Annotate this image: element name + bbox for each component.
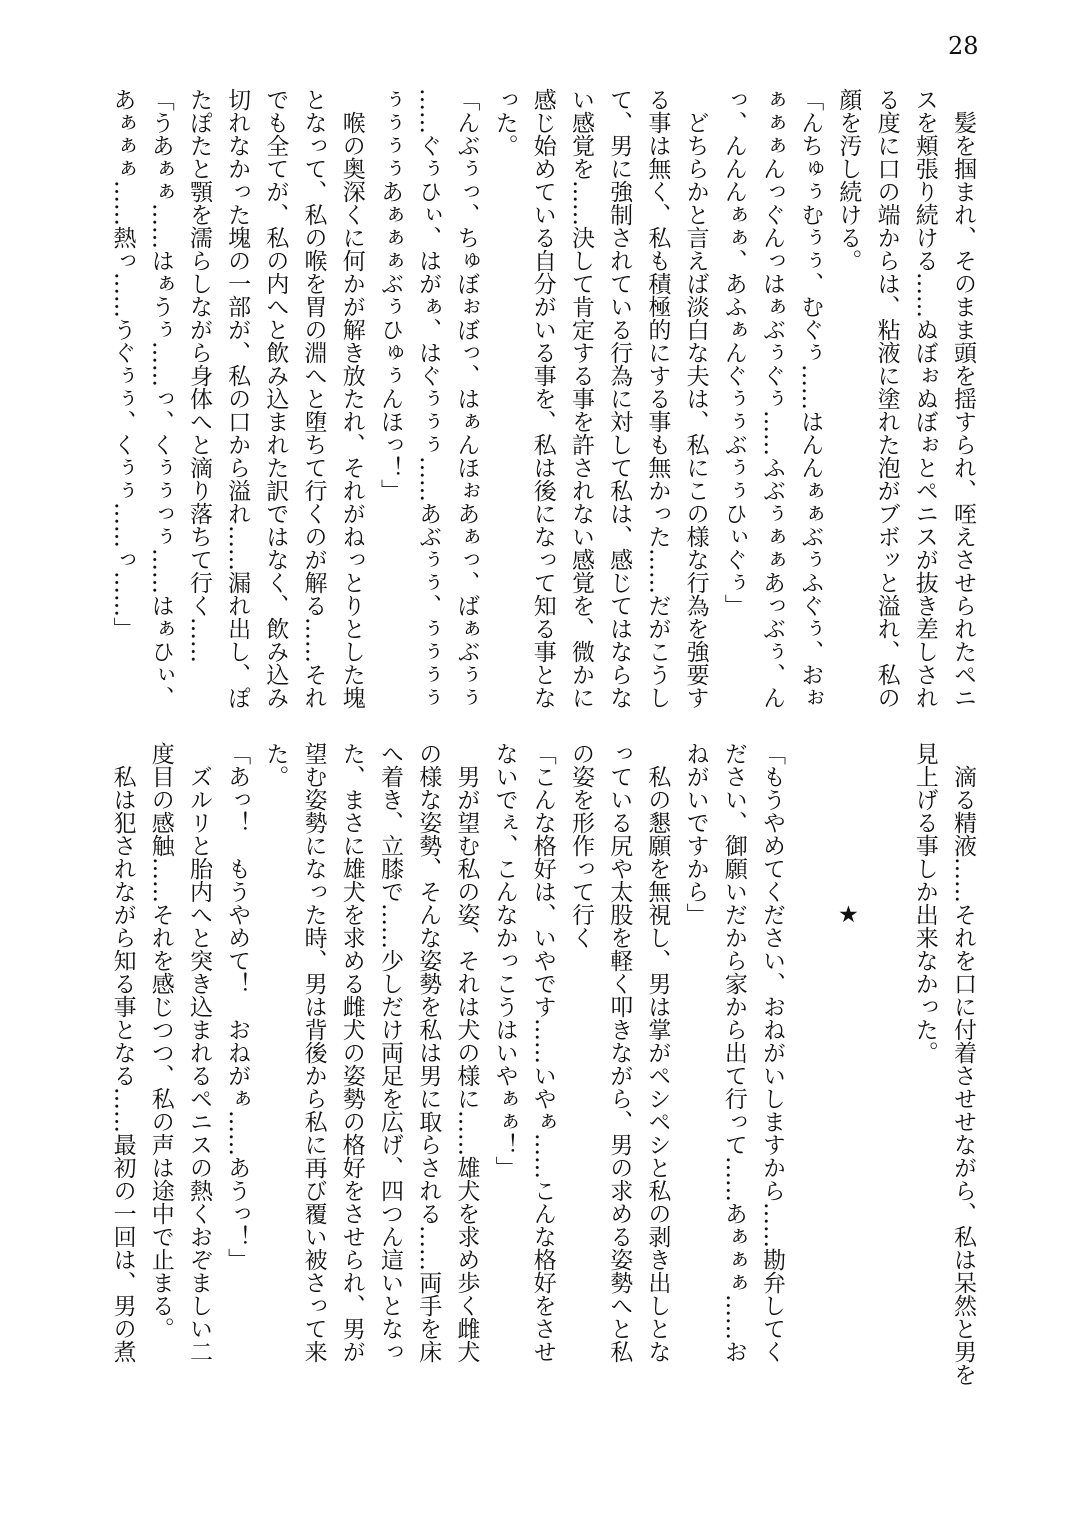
text-column: へ着き、立膝で……少しだけ両足を広げ、四つん這いとなっ	[376, 742, 403, 1363]
text-column: ねがいですから」	[682, 742, 709, 926]
bottom-text-block	[103, 742, 982, 1386]
text-column: 「うあぁぁ……はぁうぅ……っ、くぅぅっぅ……はぁひぃ、	[147, 88, 174, 709]
text-column: ださい、御願いだから家から出て行って……あぁぁぁ……お	[720, 742, 747, 1363]
text-column: どちらかと言えば淡白な夫は、私にこの様な行為を強要す	[682, 88, 709, 709]
text-column: る事は無く、私も積極的にする事も無かった……だがこうし	[644, 88, 671, 709]
text-column: 「んぶぅっ、ちゅぼぉぼっ、はぁんほぉあぁっ、ばぁぶぅぅ	[453, 88, 480, 709]
text-column: スを頬張り続ける……ぬぼぉぬぼぉとペニスが抜き差しされ	[911, 88, 938, 709]
page-number: 28	[948, 32, 979, 60]
text-column: 見上げる事しか出来なかった。	[911, 742, 938, 1064]
text-column: い感覚を……決して肯定する事を許されない感覚を、微かに	[567, 88, 594, 709]
text-column: たぽたと顎を濡らしながら身体へと滴り落ちて行く……	[185, 88, 212, 663]
text-column: 「もうやめてください、おねがいしますから……勘弁してく	[759, 742, 786, 1363]
text-column: 望む姿勢になった時、男は背後から私に再び覆い被さって来	[300, 742, 327, 1363]
text-column: った。	[491, 88, 518, 157]
text-column	[791, 742, 829, 1382]
text-column: となって、私の喉を胃の淵へと堕ちて行くのが解る……それ	[300, 88, 327, 709]
text-column: 顔を汚し続ける。	[835, 88, 862, 272]
text-column: ないでぇ、こんなかっこうはいやぁぁ！」	[491, 742, 518, 1179]
text-column: の姿を形作って行く	[568, 742, 594, 949]
text-column: ……ぐぅひぃ、はがぁ、はぐぅぅぅ……あぶぅぅ、ぅぅぅぅ	[415, 88, 442, 709]
text-column: の様な姿勢、そんな姿勢を私は男に取らされる……両手を床	[415, 742, 442, 1363]
text-column: 滴る精液……それを口に付着させせながら、私は呆然と男を	[950, 742, 976, 1386]
text-column: 男が望む私の姿、それは犬の様に……雄犬を求め歩く雌犬	[453, 742, 480, 1363]
text-column	[867, 742, 905, 1382]
text-column: でも全てが、私の内へと飲み込まれた訳ではなく、飲み込み	[262, 88, 289, 709]
text-column: 「あっ！ もうやめて！ おねがぁ……あうっ！」	[224, 742, 251, 1271]
top-text-block	[103, 88, 982, 718]
text-column: 感じ始めている自分がいる事を、私は後になって知る事とな	[529, 88, 556, 709]
text-column: た。	[262, 742, 289, 788]
text-column: 喉の奥深くに何かが解き放たれ、それがねっとりとした塊	[338, 88, 365, 709]
text-column: 切れなかった塊の一部が、私の口から溢れ……漏れ出し、ぽ	[224, 88, 251, 709]
text-column: っている尻や太股を軽く叩きながら、男の求める姿勢へと私	[606, 742, 633, 1363]
text-column: 私は犯されながら知る事となる……最初の一回は、男の煮	[109, 742, 136, 1363]
text-column: 「んちゅぅむぅぅ、むぐぅ……はんんぁぁぶぅふぐぅ、おぉ	[797, 88, 824, 709]
text-column: ズルリと胎内へと突き込まれるペニスの熱くおぞましい二	[185, 742, 212, 1363]
text-column: る度に口の端からは、粘液に塗れた泡がブボッと溢れ、私の	[873, 88, 900, 709]
text-column: ぅぅぅぅあぁぁぁぶぅひゅぅんほっ！」	[376, 88, 403, 502]
text-column: ぁぁぁんっぐんっはぁぶぅぐぅ……ふぶぅぁぁあっぶぅ、ん	[758, 88, 785, 709]
text-column: 髪を掴まれ、そのまま頭を揺すられ、咥えさせられたペニ	[950, 88, 976, 709]
text-column: あぁぁぁ……熱っ……うぐぅぅ、くぅぅ……っ……」	[109, 88, 136, 640]
text-column: た、まさに雄犬を求める雌犬の姿勢の格好をさせられ、男が	[338, 742, 365, 1363]
text-column: 度目の感触……それを感じつつ、私の声は途中で止まる。	[147, 742, 174, 1340]
text-column: 「こんな格好は、いやです……いやぁ……こんな格好をさせ	[529, 742, 556, 1363]
text-column: っ、んんんぁぁ、あふぁんぐぅぅぶぅぅひぃぐぅ」	[720, 88, 747, 617]
text-column: 私の懇願を無視し、男は掌がペシペシと私の剥き出しとな	[644, 742, 671, 1363]
section-break-star: ★	[835, 902, 862, 928]
text-column: て、男に強制されている行為に対して私は、感じてはならな	[606, 88, 633, 709]
